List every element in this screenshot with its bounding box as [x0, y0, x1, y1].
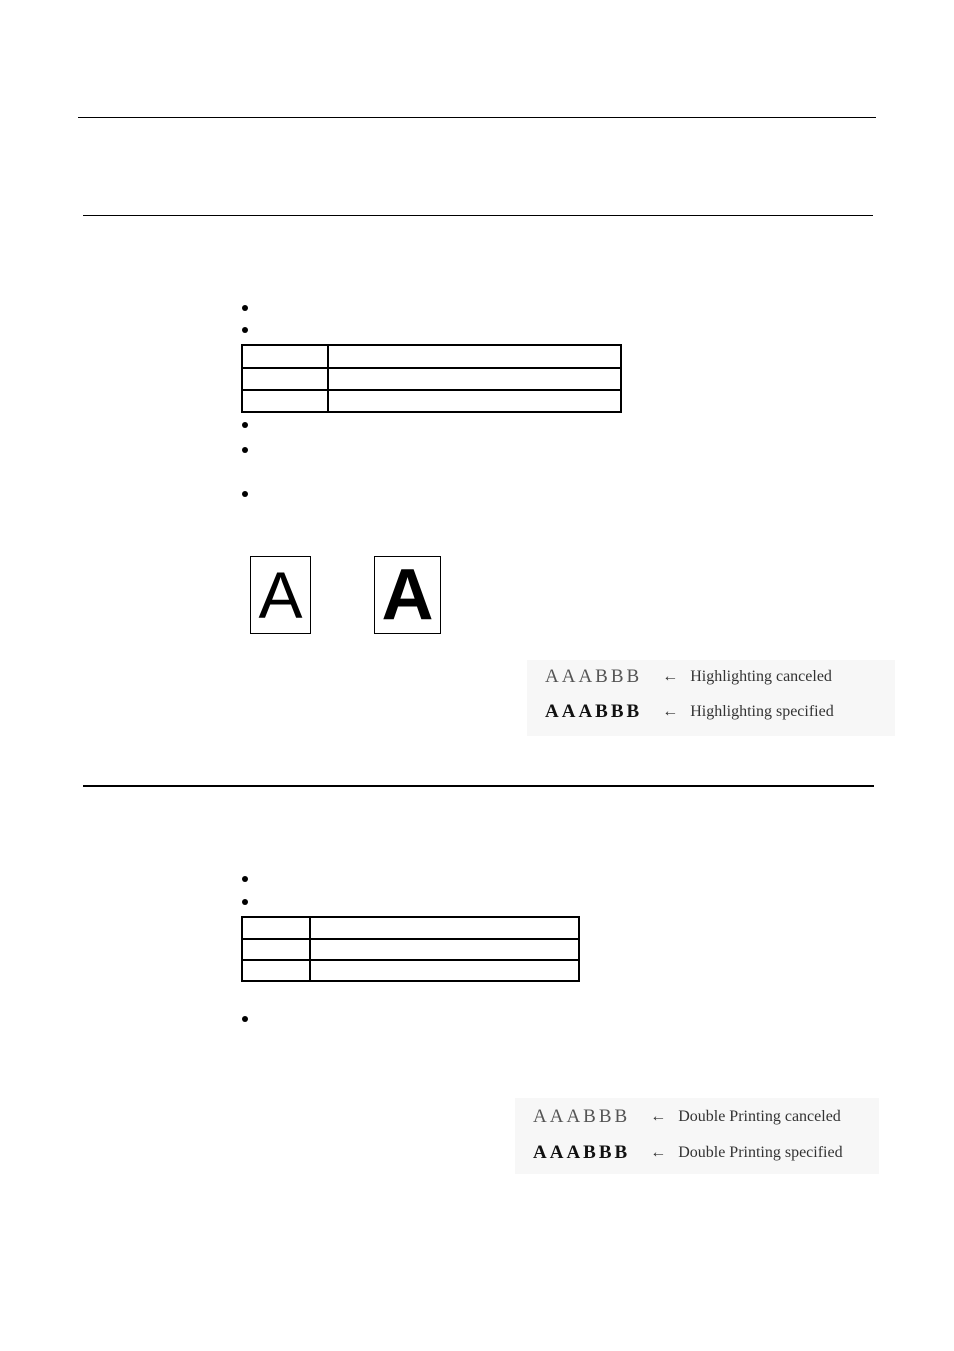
bullet-point: [242, 876, 248, 882]
parameter-table: [241, 344, 622, 413]
left-arrow-icon: ←: [650, 1108, 667, 1125]
left-arrow-icon: ←: [650, 1144, 667, 1161]
table-row: [242, 345, 621, 368]
bullet-point: [242, 327, 248, 333]
normal-glyph-figure: A: [250, 556, 311, 634]
sample-caption: Double Printing canceled: [678, 1108, 841, 1125]
sample-caption: Highlighting specified: [690, 703, 834, 720]
header-rule: [78, 117, 876, 118]
section-1-rule: [83, 215, 873, 216]
table-row: [242, 368, 621, 390]
table-row: [242, 917, 579, 939]
bullet-point: [242, 422, 248, 428]
sample-letters: AAABBB: [545, 666, 643, 687]
double-printing-specified-row: [533, 1142, 843, 1164]
table-row: [242, 939, 579, 960]
bullet-point: [242, 899, 248, 905]
table-row: [242, 960, 579, 981]
bullet-point: [242, 447, 248, 453]
parameter-table: [241, 916, 580, 982]
left-arrow-icon: ←: [662, 703, 679, 720]
bullet-point: [242, 491, 248, 497]
double-printing-canceled-row: [533, 1106, 841, 1128]
double-printing-sample-image: [515, 1098, 879, 1174]
bullet-point: [242, 1016, 248, 1022]
bullet-point: [242, 305, 248, 311]
sample-caption: Double Printing specified: [678, 1144, 843, 1161]
highlighting-canceled-row: [545, 666, 832, 688]
emphasized-glyph-figure: A: [374, 556, 441, 634]
sample-caption: Highlighting canceled: [690, 668, 832, 685]
highlighting-specified-row: [545, 701, 834, 723]
table-row: [242, 390, 621, 412]
section-2-rule: [83, 785, 874, 787]
highlighting-sample-image: [527, 660, 895, 736]
sample-letters: AAABBB: [545, 701, 643, 722]
left-arrow-icon: ←: [662, 668, 679, 685]
sample-letters: AAABBB: [533, 1142, 631, 1163]
sample-letters: AAABBB: [533, 1106, 631, 1127]
